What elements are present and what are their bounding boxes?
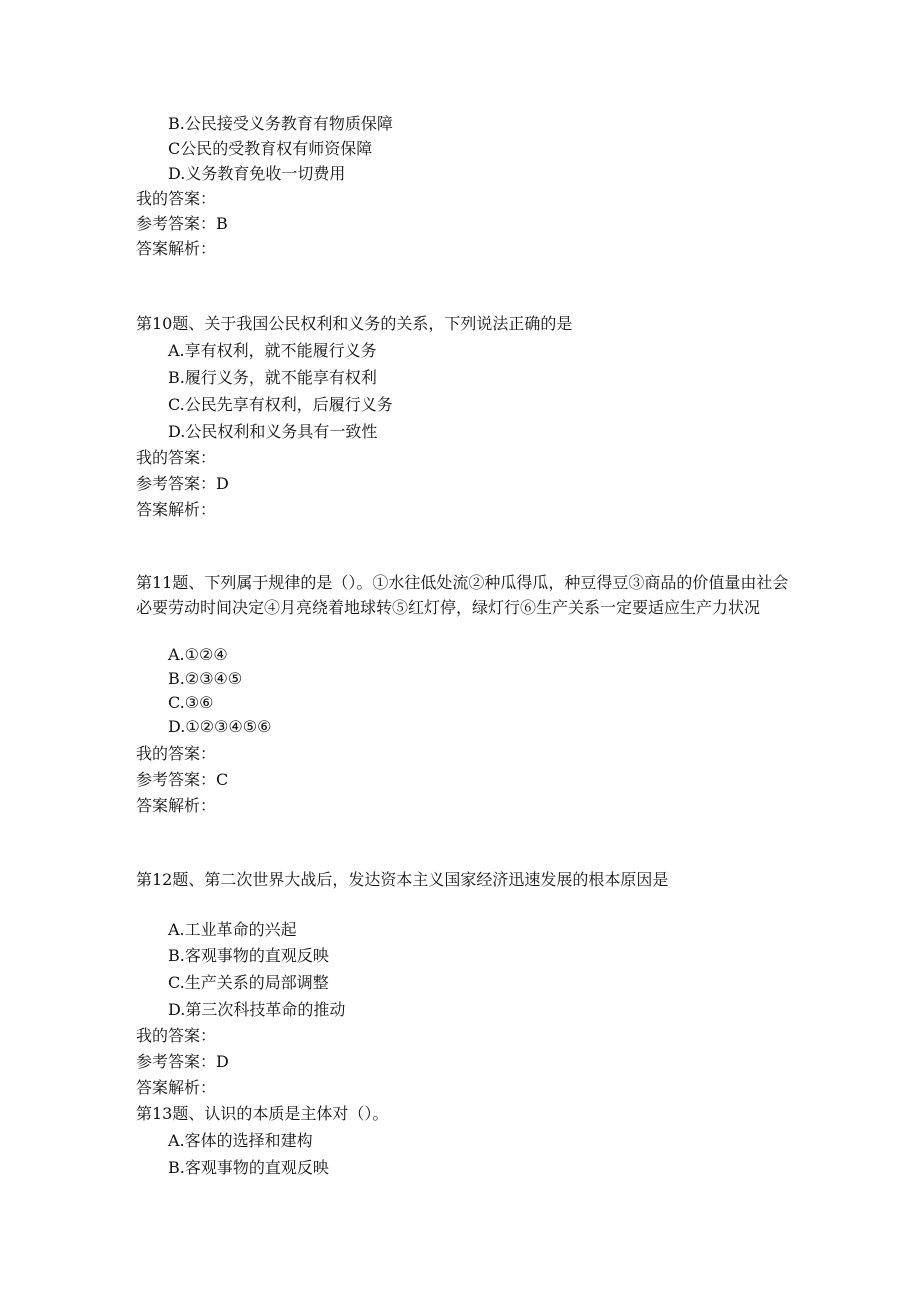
- q11-option-c: C.③⑥: [168, 693, 214, 712]
- q11-option-b: B.②③④⑤: [168, 669, 243, 688]
- q10-option-a: A.享有权利，就不能履行义务: [168, 341, 377, 360]
- q10-ref-answer: 参考答案：D: [136, 474, 229, 493]
- q11-my-answer: 我的答案：: [136, 744, 217, 763]
- q9-my-answer: 我的答案：: [136, 189, 217, 208]
- q10-option-d: D.公民权利和义务具有一致性: [168, 422, 378, 441]
- q10-stem: 第10题、关于我国公民权利和义务的关系，下列说法正确的是: [136, 314, 573, 333]
- q11-stem: 第11题、下列属于规律的是（）。①水往低处流②种瓜得瓜，种豆得豆③商品的价值量由社会必要劳动时间决定④月亮绕着地球转⑤红灯停，绿灯行⑥生产关系一定要适应生产力状况: [136, 573, 789, 617]
- q10-analysis: 答案解析：: [136, 500, 217, 519]
- q12-option-b: B.客观事物的直观反映: [168, 946, 329, 965]
- q9-ref-answer: 参考答案：B: [136, 214, 228, 233]
- q10-option-b: B.履行义务，就不能享有权利: [168, 368, 377, 387]
- q12-ref-answer: 参考答案：D: [136, 1052, 229, 1071]
- q12-option-d: D.第三次科技革命的推动: [168, 1000, 346, 1019]
- q12-option-c: C.生产关系的局部调整: [168, 973, 329, 992]
- q11-option-a: A.①②④: [168, 645, 228, 664]
- q12-my-answer: 我的答案：: [136, 1026, 217, 1045]
- q11-option-d: D.①②③④⑤⑥: [168, 717, 272, 736]
- q10-my-answer: 我的答案：: [136, 448, 217, 467]
- q9-analysis: 答案解析：: [136, 239, 217, 258]
- q13-option-a: A.客体的选择和建构: [168, 1131, 313, 1150]
- q11-analysis: 答案解析：: [136, 796, 217, 815]
- q12-option-a: A.工业革命的兴起: [168, 920, 297, 939]
- q13-option-b: B.客观事物的直观反映: [168, 1158, 329, 1177]
- q9-option-b: B.公民接受义务教育有物质保障: [168, 114, 393, 133]
- q12-analysis: 答案解析：: [136, 1078, 217, 1097]
- q12-stem: 第12题、第二次世界大战后，发达资本主义国家经济迅速发展的根本原因是: [136, 870, 669, 889]
- q11-ref-answer: 参考答案：C: [136, 770, 229, 789]
- q10-option-c: C.公民先享有权利，后履行义务: [168, 395, 393, 414]
- q13-stem: 第13题、认识的本质是主体对（）。: [136, 1104, 389, 1123]
- q9-option-c: C公民的受教育权有师资保障: [168, 139, 373, 158]
- q9-option-d: D.义务教育免收一切费用: [168, 164, 346, 183]
